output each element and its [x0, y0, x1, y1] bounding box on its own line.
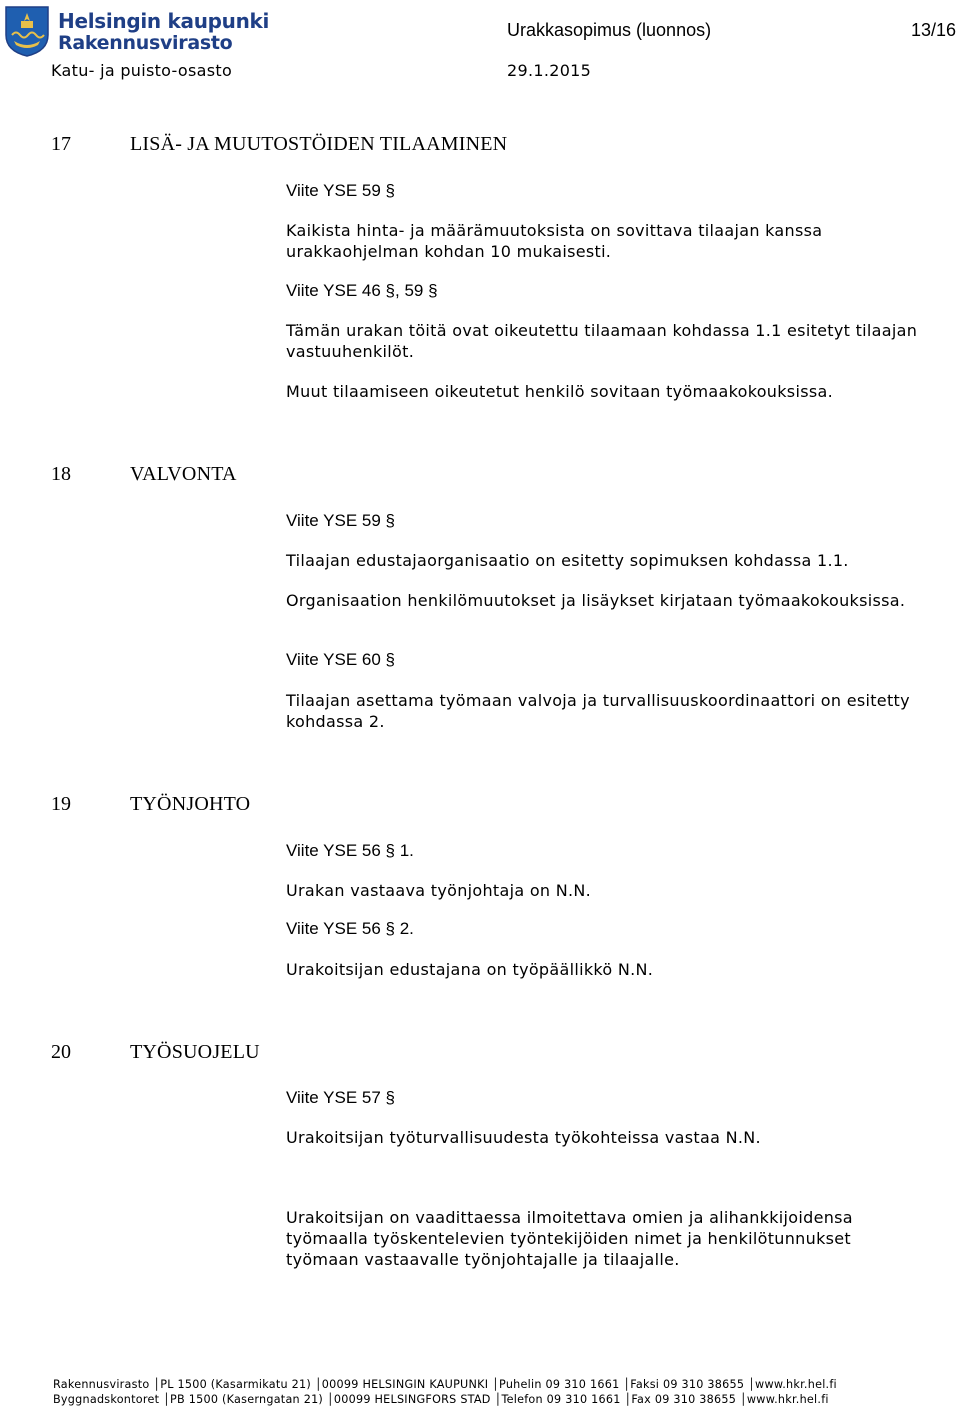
section-title: TYÖSUOJELU [130, 1041, 260, 1063]
department: Katu- ja puisto-osasto [51, 61, 233, 80]
paragraph: Tilaajan asettama työmaan valvoja ja turvallisuuskoordinaattori on esitetty kohdassa 2. [286, 691, 910, 731]
reference: Viite YSE 60 § [286, 650, 396, 669]
helsinki-logo [4, 5, 270, 57]
section-number: 19 [51, 793, 71, 815]
org-name: Helsingin kaupunki [58, 9, 270, 33]
paragraph: Urakoitsijan työturvallisuudesta työkohteissa vastaa N.N. [286, 1128, 761, 1147]
footer-line-finnish: Rakennusvirasto │PL 1500 (Kasarmikatu 21) │00099 HELSINGIN KAUPUNKI │Puhelin 09 310 1661 │Faksi 09 310 38655 │www.hkr.hel.fi [53, 1378, 837, 1391]
reference: Viite YSE 57 § [286, 1088, 396, 1107]
section-title: TYÖNJOHTO [130, 793, 251, 815]
reference: Viite YSE 59 § [286, 181, 396, 200]
org-unit: Rakennusvirasto [58, 32, 233, 54]
reference: Viite YSE 56 § 2. [286, 919, 414, 938]
paragraph: Tilaajan edustajaorganisaatio on esitetty sopimuksen kohdassa 1.1. [286, 551, 849, 570]
paragraph: Urakoitsijan edustajana on työpäällikkö N.N. [286, 960, 654, 979]
reference: Viite YSE 59 § [286, 511, 396, 530]
paragraph: Muut tilaamiseen oikeutetut henkilö sovitaan työmaakokouksissa. [286, 382, 833, 401]
document-date: 29.1.2015 [507, 61, 592, 80]
reference: Viite YSE 46 §, 59 § [286, 281, 438, 300]
paragraph: Urakan vastaava työnjohtaja on N.N. [286, 881, 592, 900]
document-title: Urakkasopimus (luonnos) [507, 20, 712, 40]
paragraph: Organisaation henkilömuutokset ja lisäykset kirjataan työmaakokouksissa. [286, 591, 906, 610]
section-title: VALVONTA [130, 463, 237, 485]
paragraph: Tämän urakan töitä ovat oikeutettu tilaamaan kohdassa 1.1 esitetyt tilaajan vastuuhenkilöt. [286, 321, 918, 361]
reference: Viite YSE 56 § 1. [286, 841, 414, 860]
paragraph: Kaikista hinta- ja määrämuutoksista on sovittava tilaajan kanssa urakkaohjelman kohdan 10 mukaisesti. [286, 221, 823, 261]
section-number: 17 [51, 133, 71, 155]
section-number: 20 [51, 1041, 71, 1063]
paragraph: Urakoitsijan on vaadittaessa ilmoitettava omien ja alihankkijoidensa työmaalla työskentelevien työntekijöiden nimet ja henkilötunnukset työmaan vastaavalle työnjohtajalle ja tilaajalle. [286, 1208, 853, 1269]
helsinki-crest-icon [4, 5, 50, 57]
footer-line-swedish: Byggnadskontoret │PB 1500 (Kaserngatan 21) │00099 HELSINGFORS STAD │Telefon 09 310 1661 │Fax 09 310 38655 │www.hkr.hel.fi [53, 1393, 829, 1406]
section-title: LISÄ- JA MUUTOSTÖIDEN TILAAMINEN [130, 133, 508, 155]
section-number: 18 [51, 463, 71, 485]
page-number: 13/16 [910, 20, 956, 40]
